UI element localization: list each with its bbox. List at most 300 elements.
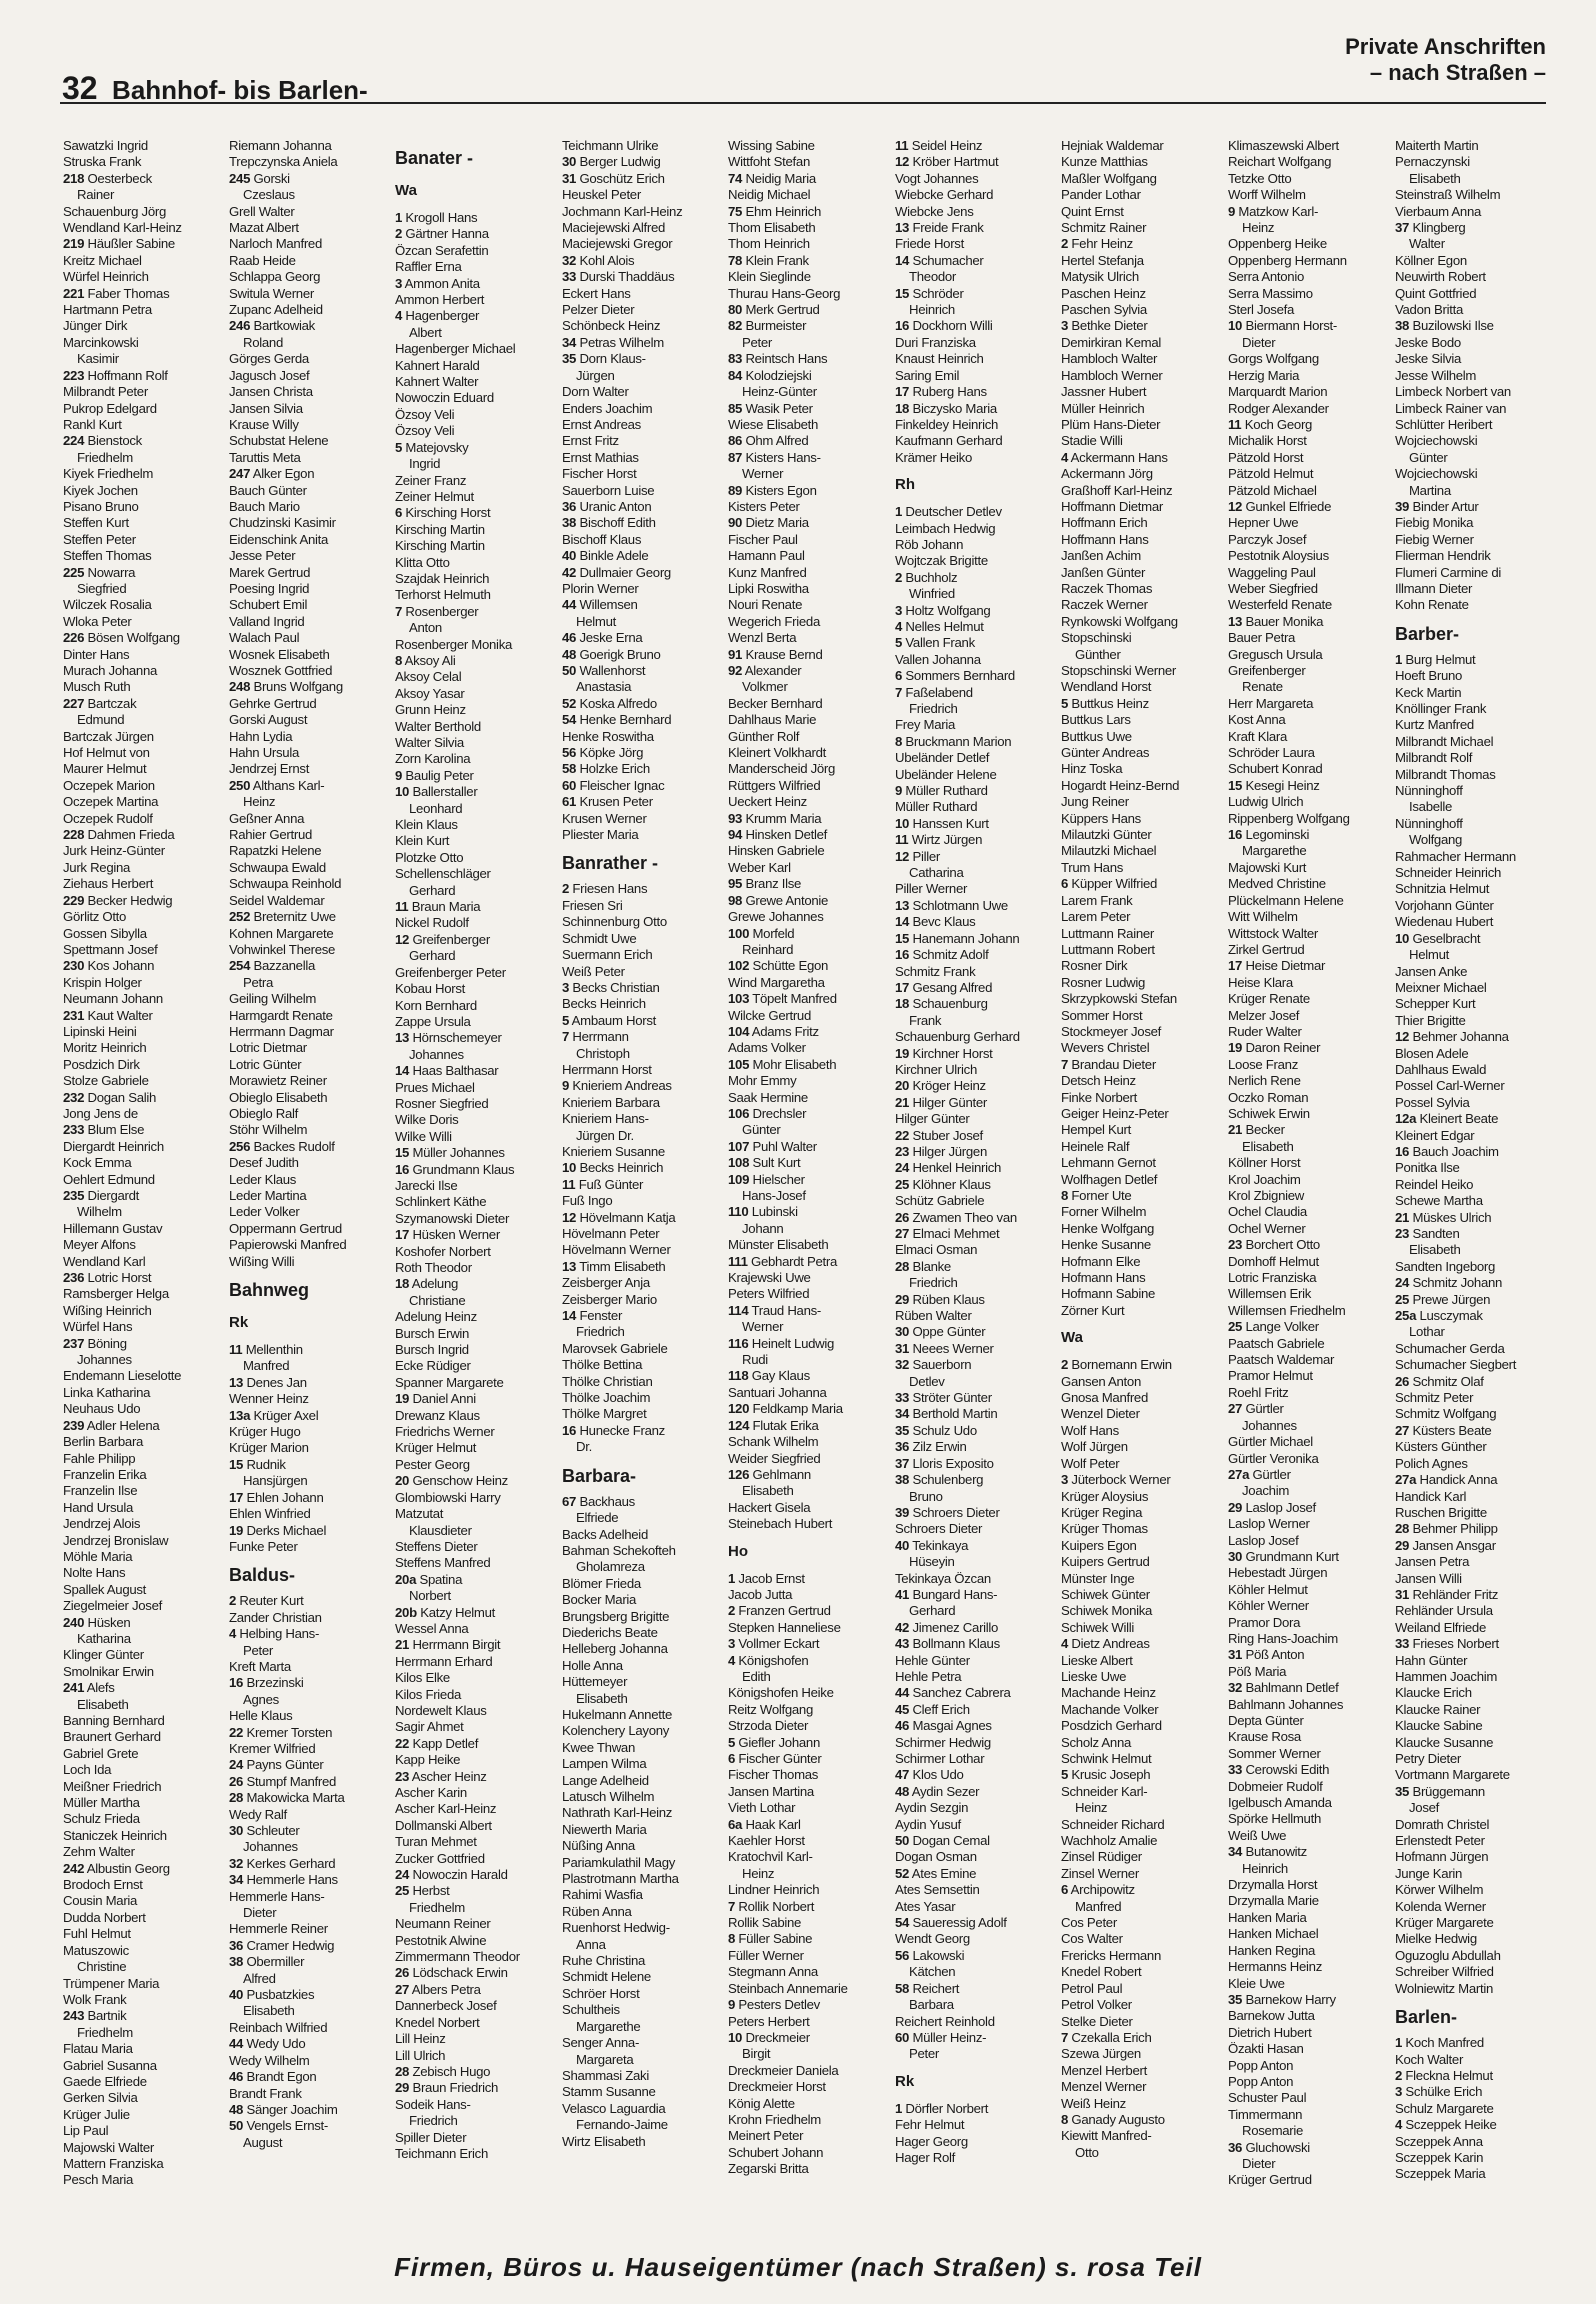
resident-entry: 46 Jeske Erna [562, 630, 643, 646]
street-heading: Barbara- [562, 1465, 637, 1486]
resident-entry: Köllner Horst [1228, 1155, 1301, 1171]
resident-entry: 21 Hilger Günter [895, 1094, 987, 1110]
resident-entry: Fahle Philipp [63, 1450, 136, 1466]
resident-entry: Bursch Erwin [395, 1325, 470, 1341]
resident-entry: Hogardt Heinz-Bernd [1061, 777, 1180, 793]
resident-entry: Obieglo Elisabeth [229, 1089, 328, 1105]
resident-entry: 14 Bevc Klaus [895, 914, 976, 930]
resident-entry: 17 Ehlen Johann [229, 1489, 324, 1505]
house-number: 94 [728, 827, 743, 843]
resident-entry: Ziehaus Herbert [63, 876, 154, 892]
resident-entry: Kleinert Edgar [1395, 1127, 1475, 1143]
resident-entry: Leder Volker [229, 1204, 300, 1220]
resident-entry: Paschen Sylvia [1061, 302, 1147, 318]
entry-continuation: Helmut [576, 613, 616, 629]
resident-entry: 9 Müller Ruthard [895, 783, 988, 799]
resident-entry: Menzel Herbert [1061, 2062, 1147, 2078]
house-number: 30 [1228, 1548, 1243, 1564]
resident-entry: Grell Walter [229, 203, 295, 219]
resident-entry: 6 Fischer Günter [728, 1751, 822, 1766]
resident-entry: Rosner Ludwig [1061, 974, 1146, 990]
resident-entry: Hinsken Gabriele [728, 843, 825, 859]
resident-entry: Neuwirth Robert [1395, 269, 1486, 285]
house-number: 27a [1395, 1472, 1417, 1488]
resident-entry: Bahman Schekofteh [562, 1542, 676, 1558]
resident-entry: Gaede Elfriede [63, 2073, 147, 2089]
resident-entry: Ruschen Brigitte [1395, 1504, 1487, 1520]
resident-entry: Parczyk Josef [1228, 531, 1307, 547]
resident-entry: 20 Kröger Heinz [895, 1078, 986, 1094]
resident-entry: 23 Hilger Jürgen [895, 1143, 987, 1159]
resident-entry: Sandten Ingeborg [1395, 1258, 1496, 1274]
entry-continuation: Friedhelm [409, 1899, 465, 1915]
entry-continuation: Elfriede [576, 1510, 619, 1526]
entry-continuation: Elisabeth [742, 1483, 794, 1499]
resident-entry: Zinsel Werner [1061, 1865, 1139, 1881]
entry-continuation: Peter [243, 1642, 274, 1658]
resident-entry: Hövelmann Peter [562, 1226, 660, 1241]
resident-entry: Dreckmeier Horst [728, 2079, 826, 2095]
resident-entry: Braunert Gerhard [63, 1729, 161, 1745]
house-number: 254 [229, 958, 251, 974]
resident-entry: Matzutat [395, 1506, 444, 1522]
resident-entry: 18 Adelung [395, 1276, 459, 1292]
resident-entry: Kisters Peter [728, 498, 800, 514]
resident-entry: Raczek Thomas [1061, 580, 1153, 596]
resident-entry: 236 Lotric Horst [63, 1270, 152, 1286]
entry-continuation: Johannes [77, 1352, 132, 1368]
resident-entry: Hertel Stefanja [1061, 252, 1144, 268]
resident-entry: Krol Zbigniew [1228, 1188, 1304, 1203]
entry-continuation: Bruno [909, 1488, 943, 1504]
house-number: 124 [728, 1417, 750, 1433]
resident-entry: Schlinkert Käthe [395, 1194, 487, 1210]
resident-entry: Nünninghoff [1395, 783, 1463, 799]
house-number: 236 [63, 1270, 85, 1286]
resident-entry: 40 Binkle Adele [562, 548, 649, 564]
street-heading: Baldus- [229, 1565, 296, 1586]
resident-entry: Worff Wilhelm [1228, 187, 1306, 203]
resident-entry: 1 Dörfler Norbert [895, 2100, 989, 2116]
resident-entry: 241 Alefs [63, 1680, 115, 1696]
resident-entry: Franzelin Erika [63, 1466, 147, 1482]
resident-entry: Hahn Ursula [229, 745, 299, 761]
resident-entry: 27 Albers Petra [395, 1981, 481, 1997]
resident-entry: Hemmerle Reiner [229, 1921, 328, 1937]
resident-entry: 4 Hagenberger [395, 308, 480, 324]
resident-entry: Aksoy Celal [395, 669, 462, 685]
resident-entry: Frericks Hermann [1061, 1947, 1161, 1963]
resident-entry: Domhoff Helmut [1228, 1253, 1319, 1269]
resident-entry: Zeisberger Mario [562, 1291, 657, 1307]
resident-entry: Milbrandt Rolf [1395, 750, 1473, 766]
entry-continuation: Rainer [77, 187, 115, 203]
resident-entry: Nordewelt Klaus [395, 1702, 487, 1718]
entry-continuation: Birgit [742, 2046, 771, 2062]
resident-entry: Steffens Manfred [395, 1555, 491, 1571]
house-number: 5 [395, 439, 403, 455]
resident-entry: Wevers Christel [1061, 1040, 1150, 1056]
resident-entry: Santuari Johanna [728, 1384, 827, 1400]
resident-entry: Mazat Albert [229, 220, 299, 236]
house-number: 22 [895, 1127, 910, 1143]
resident-entry: Zehm Walter [63, 1844, 135, 1860]
resident-entry: Brandt Frank [229, 2085, 302, 2101]
resident-entry: Hofmann Elke [1061, 1253, 1141, 1269]
resident-entry: Zinsel Rüdiger [1061, 1849, 1142, 1865]
resident-entry: Raab Heide [229, 252, 296, 268]
resident-entry: Özakti Hasan [1228, 2041, 1304, 2057]
resident-entry: 12 Kröber Hartmut [895, 154, 999, 170]
resident-entry: Leimbach Hedwig [895, 520, 996, 536]
resident-entry: Schmidt Uwe [562, 930, 637, 946]
resident-entry: Ruder Walter [1228, 1023, 1302, 1039]
resident-entry: Trümpener Maria [63, 1975, 160, 1991]
resident-entry: Schlütter Heribert [1395, 416, 1493, 432]
resident-entry: Kunze Matthias [1061, 154, 1148, 170]
resident-entry: Wosznek Gottfried [229, 663, 333, 678]
resident-entry: Rollik Sabine [728, 1915, 802, 1931]
resident-entry: Franzelin Ilse [63, 1483, 138, 1499]
resident-entry: Dinter Hans [63, 646, 130, 662]
house-number: 4 [895, 618, 903, 634]
house-number: 1 [728, 1570, 736, 1586]
resident-entry: Detsch Heinz [1061, 1073, 1136, 1089]
resident-entry: 2 Fleckna Helmut [1395, 2067, 1493, 2083]
resident-entry: Mattern Franziska [63, 2155, 164, 2171]
house-number: 17 [895, 384, 910, 400]
resident-entry: Koch Walter [1395, 2051, 1464, 2067]
resident-entry: Kratochvil Karl- [728, 1849, 813, 1865]
directory-column [395, 138, 555, 2258]
resident-entry: 1 Deutscher Detlev [895, 504, 1002, 520]
resident-entry: Musch Ruth [63, 679, 131, 695]
resident-entry: 95 Branz Ilse [728, 876, 802, 892]
resident-entry: Hinz Toska [1061, 761, 1123, 777]
entry-continuation: Johann [742, 1220, 784, 1236]
resident-entry: 86 Ohm Alfred [728, 433, 809, 449]
resident-entry: 12 Hövelmann Katja [562, 1209, 676, 1225]
house-number: 29 [1395, 1537, 1410, 1553]
house-number: 30 [895, 1324, 910, 1340]
entry-continuation: Hans-Josef [742, 1188, 806, 1203]
resident-entry: Stöhr Wilhelm [229, 1122, 308, 1138]
resident-entry: Larem Peter [1061, 909, 1131, 925]
resident-entry: Janßen Achim [1061, 548, 1141, 564]
resident-entry: Pöß Maria [1228, 1663, 1287, 1679]
house-number: 34 [229, 1872, 244, 1888]
resident-entry: 16 Hunecke Franz [562, 1422, 665, 1438]
house-number: 21 [895, 1094, 910, 1110]
resident-entry: 19 Kirchner Horst [895, 1045, 993, 1061]
resident-entry: 34 Berthold Martin [895, 1406, 998, 1422]
resident-entry: Gossen Sibylla [63, 925, 147, 941]
resident-entry: Sterl Josefa [1228, 302, 1295, 318]
section-title [1345, 34, 1546, 86]
resident-entry: 107 Puhl Walter [728, 1138, 817, 1154]
house-number: 34 [895, 1406, 910, 1422]
resident-entry: Bauer Petra [1228, 630, 1296, 646]
resident-entry: Plüm Hans-Dieter [1061, 416, 1161, 432]
resident-entry: 21 Müskes Ulrich [1395, 1209, 1492, 1225]
resident-entry: 10 Biermann Horst- [1228, 318, 1337, 334]
resident-entry: 240 Hüsken [63, 1614, 131, 1630]
resident-entry: Marovsek Gabriele [562, 1340, 668, 1356]
house-number: 27 [895, 1226, 910, 1241]
resident-entry: Krüger Aloysius [1061, 1488, 1149, 1504]
resident-entry: 243 Bartnik [63, 2008, 127, 2024]
house-number: 6 [1061, 876, 1069, 892]
resident-entry: Funke Peter [229, 1538, 298, 1554]
house-number: 235 [63, 1188, 85, 1203]
house-number: 2 [229, 1593, 237, 1609]
resident-entry: 22 Stuber Josef [895, 1127, 983, 1143]
entry-continuation: Peter [909, 2046, 940, 2062]
resident-entry: Hager Georg [895, 2133, 968, 2149]
resident-entry: 2 Buchholz [895, 569, 958, 585]
resident-entry: Jesse Wilhelm [1395, 367, 1477, 383]
entry-continuation: Heinz [1075, 1800, 1108, 1816]
page-number: 32 [62, 70, 98, 106]
resident-entry: 16 Grundmann Klaus [395, 1161, 515, 1177]
resident-entry: Spanner Margarete [395, 1374, 504, 1390]
entry-continuation: Anton [409, 620, 442, 636]
entry-continuation: Winfried [909, 586, 955, 602]
resident-entry: Stegmann Anna [728, 1964, 818, 1980]
resident-entry: Münster Elisabeth [728, 1237, 829, 1253]
resident-entry: Jünger Dirk [63, 318, 128, 334]
resident-entry: 23 Sandten [1395, 1226, 1460, 1241]
resident-entry: Peters Herbert [728, 2013, 810, 2029]
house-number: 16 [895, 318, 910, 334]
resident-entry: Schiwek Monika [1061, 1603, 1153, 1619]
resident-entry: Hövelmann Werner [562, 1242, 671, 1258]
resident-entry: Sczeppek Karin [1395, 2149, 1484, 2165]
resident-entry: 17 Gesang Alfred [895, 979, 993, 995]
house-number: 32 [562, 252, 577, 268]
resident-entry: 8 Ganady Augusto [1061, 2111, 1165, 2127]
resident-entry: Gregusch Ursula [1228, 646, 1323, 662]
resident-entry: Ochel Claudia [1228, 1204, 1307, 1220]
resident-entry: Schönbeck Heinz [562, 318, 661, 334]
house-number: 229 [63, 892, 85, 908]
entry-continuation: Catharina [909, 865, 964, 881]
resident-entry: Ernst Mathias [562, 449, 639, 465]
house-number: 98 [728, 892, 743, 908]
house-number: 20 [895, 1078, 910, 1094]
resident-entry: 231 Kaut Walter [63, 1007, 153, 1023]
resident-entry: Rankl Kurt [63, 416, 122, 432]
resident-entry: Hager Rolf [895, 2149, 956, 2165]
resident-entry: Aksoy Yasar [395, 685, 465, 701]
house-number: 29 [395, 2080, 410, 2096]
house-number: 5 [1061, 695, 1069, 711]
resident-entry: Rahier Gertrud [229, 827, 313, 843]
resident-entry: 36 Uranic Anton [562, 498, 652, 514]
resident-entry: Morawietz Reiner [229, 1073, 327, 1089]
entry-continuation: Dr. [576, 1439, 592, 1455]
resident-entry: Paatsch Waldemar [1228, 1352, 1335, 1368]
resident-entry: Hoffmann Hans [1061, 531, 1149, 547]
resident-entry: Pesch Maria [63, 2172, 133, 2188]
resident-entry: 33 Frieses Norbert [1395, 1636, 1499, 1652]
house-number: 232 [63, 1089, 85, 1105]
resident-entry: Machande Volker [1061, 1701, 1159, 1717]
resident-entry: Ubeländer Helene [895, 766, 997, 782]
resident-entry: 54 Saueressig Adolf [895, 1915, 1007, 1931]
resident-entry: 34 Hemmerle Hans [229, 1872, 338, 1888]
resident-entry: Spallek August [63, 1581, 147, 1597]
entry-continuation: Klausdieter [409, 1522, 472, 1538]
resident-entry: Hand Ursula [63, 1499, 133, 1515]
resident-entry: Maciejewski Gregor [562, 236, 673, 252]
resident-entry: Schmitz Frank [895, 963, 976, 979]
resident-entry: Kilos Frieda [395, 1686, 462, 1702]
resident-entry: Ates Semsettin [895, 1882, 980, 1898]
resident-entry: Dudda Norbert [63, 1909, 146, 1925]
resident-entry: Hehle Günter [895, 1652, 970, 1668]
resident-entry: Ates Yasar [895, 1898, 956, 1914]
entry-continuation: Siegfried [77, 580, 127, 596]
resident-entry: Klaucke Erich [1395, 1685, 1472, 1701]
house-number: 12a [1395, 1111, 1417, 1127]
resident-entry: Krüger Helmut [395, 1440, 477, 1456]
street-heading: Barlen- [1395, 2007, 1458, 2028]
resident-entry: Bischoff Klaus [562, 531, 642, 547]
resident-entry: Kremer Wilfried [229, 1740, 316, 1756]
resident-entry: 4 Helbing Hans- [229, 1626, 320, 1642]
resident-entry: 10 Hanssen Kurt [895, 815, 989, 831]
resident-entry: Oczepek Rudolf [63, 810, 153, 826]
resident-entry: 34 Petras Wilhelm [562, 334, 664, 350]
entry-continuation: Leonhard [409, 800, 463, 816]
house-number: 43 [895, 1636, 910, 1652]
resident-entry: Valland Ingrid [229, 613, 305, 629]
resident-entry: Petrol Paul [1061, 1980, 1123, 1996]
resident-entry: 13 Bauer Monika [1228, 613, 1324, 629]
resident-entry: Saring Emil [895, 367, 960, 383]
resident-entry: Hermanns Heinz [1228, 1959, 1323, 1975]
house-number: 37 [1395, 220, 1410, 236]
resident-entry: 48 Aydin Sezer [895, 1783, 980, 1799]
resident-entry: 13 Freide Frank [895, 220, 984, 236]
resident-entry: Domrath Christel [1395, 1816, 1490, 1832]
house-number: 39 [1395, 498, 1410, 514]
resident-entry: 26 Stumpf Manfred [229, 1773, 337, 1789]
resident-entry: Becks Heinrich [562, 996, 646, 1012]
resident-entry: 27a Gürtler [1228, 1466, 1291, 1482]
house-number: 40 [895, 1537, 910, 1553]
resident-entry: Ochel Werner [1228, 1220, 1306, 1236]
resident-entry: Schreiber Wilfried [1395, 1964, 1494, 1980]
resident-entry: 4 Nelles Helmut [895, 618, 984, 634]
resident-entry: Herzig Maria [1228, 367, 1300, 383]
resident-entry: Laslop Josef [1228, 1532, 1299, 1548]
resident-entry: Marcinkowski [63, 334, 139, 350]
resident-entry: Weider Siegfried [728, 1450, 821, 1466]
resident-entry: Kleie Uwe [1228, 1975, 1285, 1991]
resident-entry: Herrmann Horst [562, 1061, 652, 1077]
resident-entry: Pernaczynski [1395, 154, 1470, 170]
resident-entry: 2 Reuter Kurt [229, 1593, 304, 1609]
resident-entry: 7 Faßelabend [895, 684, 973, 700]
house-number: 1 [895, 504, 903, 520]
resident-entry: Hofmann Hans [1061, 1270, 1146, 1286]
resident-entry: 37 Lloris Exposito [895, 1455, 994, 1471]
resident-entry: Hoffmann Erich [1061, 515, 1148, 531]
house-number: 4 [728, 1652, 736, 1668]
house-number: 28 [895, 1258, 910, 1274]
resident-entry: 40 Tekinkaya [895, 1537, 969, 1553]
entry-continuation: Werner [742, 466, 784, 482]
resident-entry: Pestotnik Aloysius [1228, 548, 1329, 564]
resident-entry: 11 Mellenthin [229, 1342, 303, 1358]
house-number: 109 [728, 1171, 750, 1187]
house-number: 12 [1395, 1029, 1410, 1045]
house-number: 29 [1228, 1499, 1243, 1515]
resident-entry: 83 Reintsch Hans [728, 351, 828, 367]
resident-entry: Schneider Heinrich [1395, 865, 1502, 881]
resident-entry: 27a Handick Anna [1395, 1472, 1498, 1488]
resident-entry: Steffens Dieter [395, 1538, 478, 1554]
resident-entry: Dannerbeck Josef [395, 1998, 497, 2014]
resident-entry: Chudzinski Kasimir [229, 515, 336, 531]
resident-entry: 20a Spatina [395, 1571, 463, 1587]
house-number: 26 [895, 1209, 910, 1225]
resident-entry: 6 Kirsching Horst [395, 505, 491, 521]
resident-entry: Kunz Manfred [728, 564, 807, 580]
resident-entry: Ackermann Jörg [1061, 466, 1153, 482]
resident-entry: Peters Wilfried [728, 1286, 810, 1302]
resident-entry: 45 Cleff Erich [895, 1701, 970, 1717]
house-number: 37 [895, 1455, 910, 1471]
house-number: 21 [1395, 1209, 1410, 1225]
house-number: 4 [1061, 449, 1069, 465]
house-number: 82 [728, 318, 743, 334]
house-number: 42 [562, 564, 577, 580]
house-number: 48 [895, 1783, 910, 1799]
house-number: 219 [63, 236, 85, 252]
resident-entry: 245 Gorski [229, 170, 290, 186]
resident-entry: 15 Schröder [895, 285, 964, 301]
resident-entry: 15 Müller Johannes [395, 1145, 505, 1161]
house-number: 221 [63, 285, 85, 301]
resident-entry: 23 Ascher Heinz [395, 1768, 487, 1784]
resident-entry: 12 Gunkel Elfriede [1228, 498, 1332, 514]
resident-entry: Jeske Bodo [1395, 334, 1461, 350]
resident-entry: Prues Michael [395, 1079, 475, 1095]
resident-entry: 60 Fleischer Ignac [562, 777, 665, 793]
resident-entry: 239 Adler Helena [63, 1417, 160, 1433]
entry-continuation: Friedrich [909, 1275, 958, 1291]
resident-entry: Diergardt Heinrich [63, 1138, 164, 1154]
resident-entry: Milautzki Michael [1061, 843, 1157, 859]
house-number: 52 [562, 695, 577, 711]
entry-continuation: Christine [77, 1959, 127, 1975]
resident-entry: Vogt Johannes [895, 170, 979, 186]
house-number: 25 [395, 1883, 410, 1899]
house-number: 13a [229, 1407, 251, 1423]
resident-entry: Lange Adelheid [562, 1772, 649, 1788]
resident-entry: Szewa Jürgen [1061, 2046, 1141, 2062]
resident-entry: Hackert Gisela [728, 1499, 811, 1515]
resident-entry: Lipki Roswitha [728, 580, 809, 596]
resident-entry: Gorski August [229, 712, 308, 728]
resident-entry: Zeiner Franz [395, 472, 467, 488]
resident-entry: Maiterth Martin [1395, 138, 1479, 153]
house-number: 9 [1228, 203, 1236, 219]
resident-entry: Wachholz Amalie [1061, 1833, 1158, 1849]
